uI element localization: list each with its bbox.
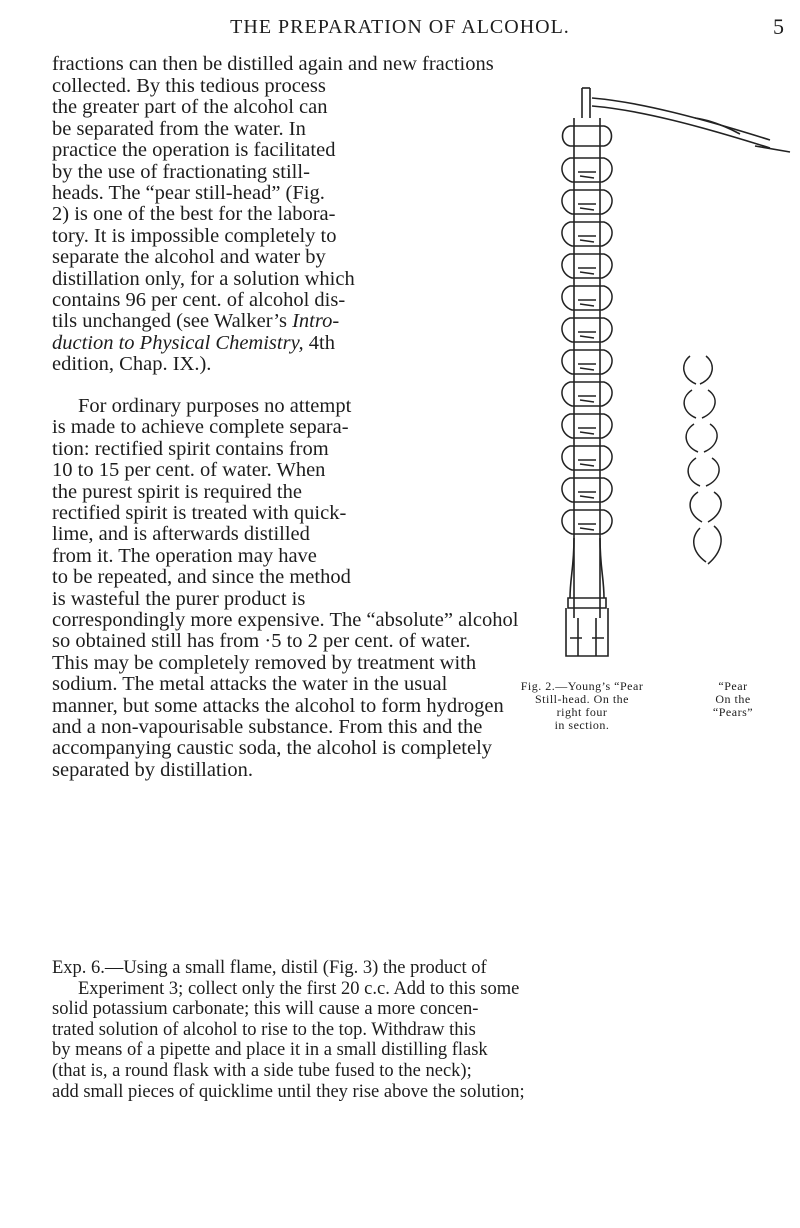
text-line: be separated from the water. In xyxy=(52,117,306,140)
text-line: 2) is one of the best for the labora- xyxy=(52,203,336,226)
text-line: accompanying caustic soda, the alcohol is completely xyxy=(52,737,493,760)
text-line: separate the alcohol and water by xyxy=(52,246,326,269)
text-line: (that is, a round flask with a side tube fused to the neck); xyxy=(52,1060,472,1081)
paragraph-1-first-line xyxy=(52,54,776,75)
text-line: distillation only, for a solution which xyxy=(52,267,355,290)
text-line: rectified spirit is treated with quick- xyxy=(52,502,347,525)
paragraph-1 xyxy=(52,76,462,376)
column-wall xyxy=(574,118,600,618)
text-line: separated by distillation. xyxy=(52,758,253,781)
text-line xyxy=(52,311,462,332)
text-line: contains 96 per cent. of alcohol dis- xyxy=(52,289,346,312)
caption-left xyxy=(492,680,672,732)
text-line: is wasteful the purer product is xyxy=(52,587,306,610)
caption-line: right four xyxy=(556,705,608,719)
text-line: from it. The operation may have xyxy=(52,544,317,567)
caption-line: “Pear xyxy=(718,679,748,693)
text-line: correspondingly more expensive. The “absolute” alcohol xyxy=(52,609,519,631)
side-arm xyxy=(592,98,770,140)
still-head-illustration xyxy=(500,78,800,678)
text-line: lime, and is afterwards distilled xyxy=(52,523,310,546)
paragraph-2 xyxy=(52,396,462,610)
text-line: by the use of fractionating still- xyxy=(52,160,310,183)
page-header xyxy=(0,14,800,44)
caption-line: Still-head. On the xyxy=(535,692,629,706)
pear-still-head-figure xyxy=(500,78,800,678)
top-tube xyxy=(582,88,590,118)
text-line: 10 to 15 per cent. of water. When xyxy=(52,459,326,482)
text-line: tion: rectified spirit contains from xyxy=(52,437,329,460)
text-line: add small pieces of quicklime until they rise above the solution; xyxy=(52,1081,525,1102)
caption-right xyxy=(674,680,792,719)
text-line: Exp. 6.—Using a small flame, distil (Fig. 3) the product of xyxy=(52,958,487,978)
text-line: the greater part of the alcohol can xyxy=(52,96,328,119)
running-head: THE PREPARATION OF ALCOHOL. xyxy=(230,16,570,38)
sectional-pears xyxy=(684,356,721,564)
book-title: duction to Physical Chemistry, xyxy=(52,331,304,354)
text-line: This may be completely removed by treatment with xyxy=(52,651,477,674)
text-line: trated solution of alcohol to rise to the top. Withdraw this xyxy=(52,1019,476,1040)
text-line: For ordinary purposes no attempt xyxy=(78,395,352,417)
text-line: and a non-vapourisable substance. From this and the xyxy=(52,716,483,739)
page-number: 5 xyxy=(773,14,784,39)
text-line: fractions can then be distilled again and new fractions xyxy=(52,53,494,75)
text-line: the purest spirit is required the xyxy=(52,480,302,503)
text-line: heads. The “pear still-head” (Fig. xyxy=(52,182,325,205)
caption-line: On the xyxy=(715,692,751,706)
text-line: practice the operation is facilitated xyxy=(52,139,336,162)
text-line: Experiment 3; collect only the first 20 c.c. Add to this some xyxy=(78,978,520,999)
text-line: to be repeated, and since the method xyxy=(52,566,351,589)
text-line: solid potassium carbonate; this will cause a more concen- xyxy=(52,999,479,1020)
experiment-6 xyxy=(52,958,772,1102)
column-taper xyxy=(570,538,604,598)
text-line: manner, but some attacks the alcohol to form hydrogen xyxy=(52,694,504,717)
pear-bulb xyxy=(563,126,612,146)
book-title: Intro- xyxy=(292,310,340,333)
text-span: 4th xyxy=(308,331,335,354)
text-line: collected. By this tedious process xyxy=(52,75,326,97)
text-line: sodium. The metal attacks the water in the usual xyxy=(52,673,448,696)
text-line: by means of a pipette and place it in a small distilling flask xyxy=(52,1040,488,1061)
text-line xyxy=(52,333,462,354)
text-line: is made to achieve complete separa- xyxy=(52,416,349,439)
text-line: edition, Chap. IX.). xyxy=(52,353,212,376)
text-line: so obtained still has from ·5 to 2 per cent. of water. xyxy=(52,630,471,653)
text-span: tils unchanged (see Walker’s xyxy=(52,310,287,333)
text-line: tory. It is impossible completely to xyxy=(52,224,337,247)
caption-line: “Pears” xyxy=(712,705,754,719)
caption-line: Fig. 2.—Young’s “Pear xyxy=(520,679,644,693)
flask-neck xyxy=(566,608,608,656)
caption-line: in section. xyxy=(554,718,610,732)
